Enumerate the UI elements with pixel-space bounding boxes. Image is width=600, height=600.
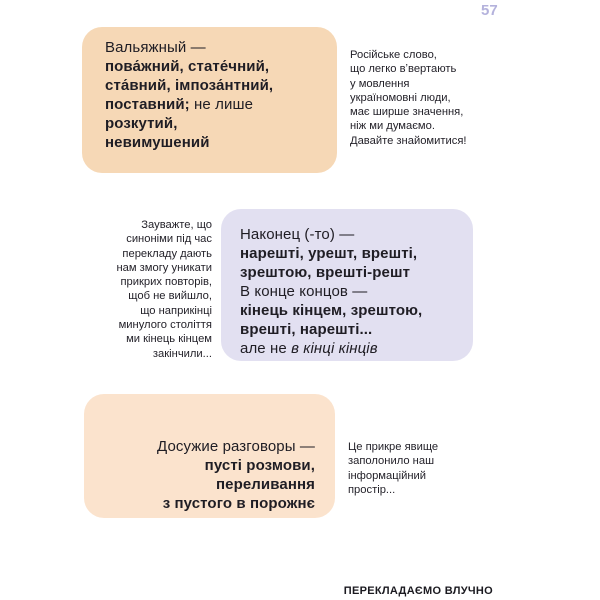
note-line: нам змогу уникати [116,261,212,274]
note-line: простір... [348,483,396,496]
side-note-3 [348,440,438,497]
note-line: минулого століття [118,319,212,332]
note-line: має ширше значення, [350,106,464,119]
ukrainian-translation: з пустого в порожнє [162,495,315,512]
note-line: у мовлення [350,77,410,90]
note-line: синоніми під час [126,233,212,246]
note-line: прикрих повторів, [120,276,212,289]
note-line: ми кінець кінцем [126,333,212,346]
note-line: перекладу дають [122,247,212,260]
ukrainian-translation: невимушений [105,134,210,151]
page-number: 57 [481,2,498,19]
russian-term: Досужие разговоры — [157,438,315,455]
ukrainian-translation: кінець кінцем, зрештою, [240,302,423,319]
incorrect-phrase: в кінці кінців [291,340,378,357]
phrase-card-valyazhny [82,27,337,173]
ukrainian-translation: пусті розмови, [204,457,315,474]
russian-term: В конце концов — [240,283,368,300]
side-note-1 [350,48,467,148]
russian-term: Вальяжный — [105,39,206,56]
note-line: що наприкінці [140,304,212,317]
phrase-card-dosuzhie [84,394,335,518]
ukrainian-translation: зрештою, врешті-решт [240,264,411,281]
connector-text: але не [240,340,292,357]
ukrainian-translation: врешті, нарешті... [240,321,373,338]
section-footer: ПЕРЕКЛАДАЄМО ВЛУЧНО [343,585,493,597]
ukrainian-translation: пова́жний, стате́чний, [105,58,270,75]
note-line: заполонило наш [348,455,435,468]
connector-text: не лише [189,96,254,113]
note-line: ніж ми думаємо. [350,120,435,133]
translation-line [105,95,325,114]
ukrainian-translation: нарешті, урешт, врешті, [240,245,418,262]
ukrainian-translation: ста́вний, імпоза́нтний, [105,77,274,94]
ukrainian-translation: розкутий, [105,115,178,132]
russian-term: Наконец (-то) — [240,226,355,243]
side-note-2 [92,218,212,361]
note-line: інформаційний [348,469,427,482]
ukrainian-translation: переливання [216,476,315,493]
phrase-card-nakonets [221,209,473,361]
note-line: Давайте знайомитися! [350,134,467,147]
note-line: Це прикре явище [348,441,439,453]
note-line: Російське слово, [350,49,437,61]
note-line: що легко вʼвертають [350,63,457,76]
ukrainian-translation: поставний; [105,96,190,113]
note-line: закінчили... [152,347,212,360]
note-line: україномовні люди, [350,91,451,104]
translation-line [240,339,459,358]
note-line: щоб не вийшло, [128,290,212,303]
note-line: Зауважте, що [141,219,212,231]
